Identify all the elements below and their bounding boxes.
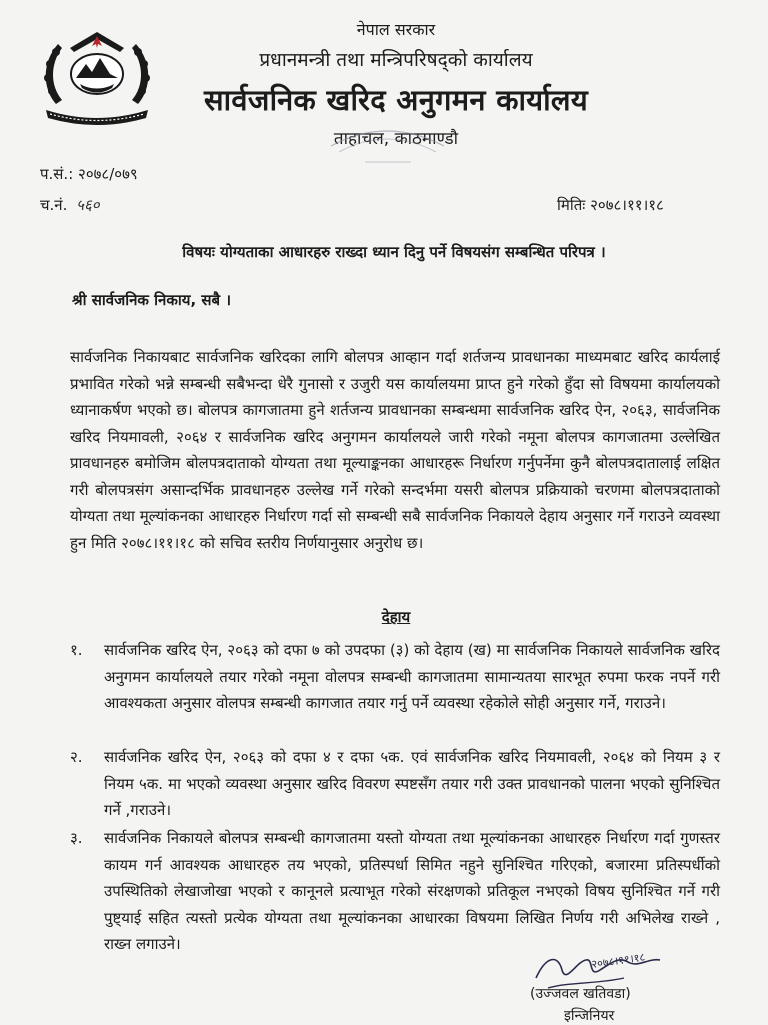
list-item-text: सार्वजनिक खरिद ऐन, २०६३ को दफा ४ र दफा ५क. एवं सार्वजनिक खरिद नियमावली, २०६४ को नियम ३ र नियम ५क. मा भएको व्यवस्था अनुसार खरिद विवरण स्पष्टसँग तयार गरी उक्त प्रावधानको पालना भएको सुनिश्चित गर्ने ,गराउने। [104,748,720,819]
subject-line: विषयः योग्यताका आधारहरु राख्दा ध्यान दिनु पर्ने विषयसंग सम्बन्धित परिपत्र । [182,243,606,261]
annex-title [0,607,768,627]
office-stamp-icon [325,118,450,166]
chalani-number-row [40,195,100,215]
signer-designation: इन्जिनियर [564,1008,615,1024]
document-date: मितिः २०७८।११।१८ [557,196,664,214]
government-name: नेपाल सरकार [356,20,436,39]
addressee: श्री सार्वजनिक निकाय, सबै । [72,291,232,309]
chalani-number: ५६० [76,196,100,214]
list-item-number: २. [70,748,83,766]
list-item-text: सार्वजनिक निकायले बोलपत्र सम्बन्धी कागजातमा यस्तो योग्यता तथा मूल्यांकनका आधारहरु निर्धारण गर्दा गुणस्तर कायम गर्न आवश्यक आधारहरु तय भएको, प्रतिस्पर्धा सिमित नहुने सुनिश्चित गरिएको, बजारमा प्रतिस्पर्धीको उपस्थितिको लेखाजोखा भएको र कानूनले प्रत्याभूत गरेको संरक्षणको प्रतिकूल नभएको विषय सुनिश्चित गर्ने गरी पुष्ट्याई सहित त्यस्तो प्रत्येक योग्यता तथा मूल्यांकनका आधारका विषयमा लिखित निर्णय गरी अभिलेख राख्ने , राख्न लगाउने। [104,829,720,953]
signature-date: २०७८।११।१८ [590,950,647,971]
office-name: सार्वजनिक खरिद अनुगमन कार्यालय [203,83,589,117]
list-item-text: सार्वजनिक खरिद ऐन, २०६३ को दफा ७ को उपदफा (३) को देहाय (ख) मा सार्वजनिक निकायले सार्वजनिक खरिद अनुगमन कार्यालयले तयार गरेको नमूना वोलपत्र सम्बन्धी कागजातमा सामान्यतया सारभूत रुपमा फरक नपर्ने गरी आवश्यकता अनुसार वोलपत्र सम्बन्धी कागजात तयार गर्नु पर्ने व्यवस्था रहेकोले सोही अनुसार गर्ने, गराउने। [104,641,720,712]
chalani-label: च.नं. [40,196,68,214]
list-item-number: १. [70,641,83,659]
office-address: ताहाचल, काठमाण्डौ [333,129,459,149]
ministry-name: प्रधानमन्त्री तथा मन्त्रिपरिषद्को कार्यालय [259,49,533,71]
annex-title-text: देहाय [381,608,411,626]
signer-name: (उज्जवल खतिवडा) [530,986,631,1002]
patra-sankhya: प.सं.: २०७८/०७९ [40,165,138,183]
list-item-number: ३. [70,829,83,847]
body-paragraph: सार्वजनिक निकायबाट सार्वजनिक खरिदका लागि बोलपत्र आव्हान गर्दा शर्तजन्य प्रावधानका माध्यमबाट खरिद कार्यलाई प्रभावित गरेको भन्ने सम्बन्धी सबैभन्दा धेरै गुनासो र उजुरी यस कार्यालयमा प्राप्त हुने गरेको हुँदा सो विषयमा कार्यालयको ध्यानाकर्षण भएको छ। बोलपत्र कागजातमा हुने शर्तजन्य प्रावधानका सम्बन्धमा सार्वजनिक खरिद ऐन, २०६३, सार्वजनिक खरिद नियमावली, २०६४ र सार्वजनिक खरिद अनुगमन कार्यालयले जारी गरेको नमूना बोलपत्र कागजातमा उल्लेखित प्रावधानहरु बमोजिम बोलपत्रदाताको योग्यता तथा मूल्याङ्कनका आधारहरू निर्धारण गर्नुपर्नेमा कुनै बोलपत्रदातालाई लक्षित गरी बोलपत्रसंग असान्दर्भिक प्रावधानहरु उल्लेख गर्ने गरेको सन्दर्भमा यसरी बोलपत्र प्रक्रियाको चरणमा बोलपत्रदाताको योग्यता तथा मूल्यांकनका आधारहरु निर्धारण गर्दा सो सम्बन्धी सबै सार्वजनिक निकायले देहाय अनुसार गर्ने गराउने व्यवस्था हुन मिति २०७८।११।१८ को सचिव स्तरीय निर्णयानुसार अनुरोध छ। [70,348,720,552]
